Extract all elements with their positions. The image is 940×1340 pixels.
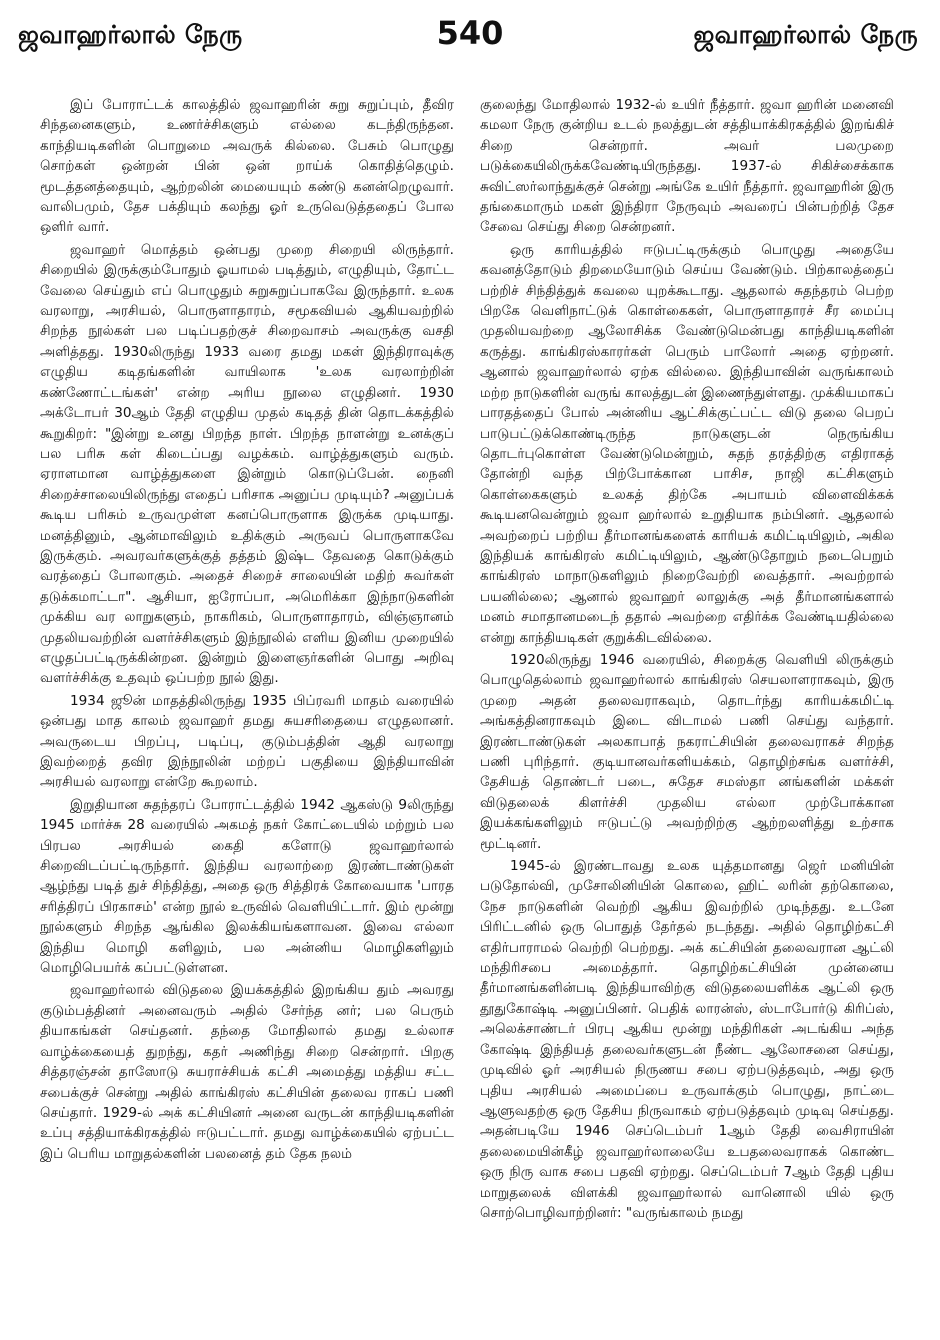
right-column bbox=[480, 95, 894, 1325]
running-title-left: ஜவாஹர்லால் நேரு bbox=[18, 20, 243, 49]
paragraph: இறுதியான சுதந்தரப் போராட்டத்தில் 1942 ஆகஸ்டு 9லிருந்து 1945 மார்ச்சு 28 வரையில் அகமத் நகர் கோட்டையில் மற்றும் பல பிரபல அரசியல் கைதி களோடு ஜவாஹர்லால் சிறைவிடப்பட்டிருந்தார். இந்திய வரலாற்றை இரண்டாண்டுகள் ஆழ்ந்து படித் துச் சிந்தித்து, அதை ஒரு சித்திரக் கோவையாக 'பாரத சரித்திரப் பிரகாசம்' என்ற நூல் உருவில் வெளியிட்டார். இம் மூன்று நூல்களும் சிறந்த ஆங்கில இலக்கியங்களாவன. இவை எல்லா இந்திய மொழி களிலும், பல அன்னிய மொழிகளிலும் மொழிபெயர்க் கப்பட்டுள்ளன. bbox=[40, 796, 454, 977]
paragraph: ஜவாஹர்லால் விடுதலை இயக்கத்தில் இறங்கிய தும் அவரது குடும்பத்தினர் அனைவரும் அதில் சேர்ந்த னர்; பல பெரும் தியாகங்கள் செய்தனர். தந்தை மோதிலால் தமது உல்லாச வாழ்க்கையைத் துறந்து, கதர் அணிந்து சிறை சென்றார். பிறகு சித்தரஞ்சன் தாஸோடு சுயராச்சியக் கட்சி அமைத்து மத்திய சட்ட சபைக்குச் சென்று அதில் காங்கிரஸ் கட்சியின் தலைவ ராகப் பணி செய்தார். 1929-ல் அக் கட்சியினர் அனை வருடன் காந்தியடிகளின் உப்பு சத்தியாக்கிரகத்தில் ஈடுபட்டார். தமது வாழ்க்கையில் ஏற்பட்ட இப் பெரிய மாறுதல்களின் பலனைத் தம் தேக நலம் bbox=[40, 982, 454, 1162]
paragraph: ஒரு காரியத்தில் ஈடுபட்டிருக்கும் பொழுது அதையே கவனத்தோடும் திறமையோடும் செய்ய வேண்டும். பிற்காலத்தைப் பற்றிச் சிந்தித்துக் கவலை யுறக்கூடாது. ஆதலால் சுதந்தரம் பெற்ற பிறகே வெளிநாட்டுக் கொள்கைகள், பொருளாதாரச் சீர மைப்பு முதலியவற்றை ஆலோசிக்க வேண்டுமென்பது காந்தியடிகளின் கருத்து. காங்கிரஸ்காரர்கள் பெரும் பாலோர் அதை ஏற்றனர். ஆனால் ஜவாஹர்லால் ஏற்க வில்லை. இந்தியாவின் வருங்காலம் மற்ற நாடுகளின் வருங் காலத்துடன் இணைந்துள்ளது. முக்கியமாகப் பாரதத்தைப் போல் அன்னிய ஆட்சிக்குட்பட்ட விடு தலை பெறப் பாடுபட்டுக்கொண்டிருந்த நாடுகளுடன் நெருங்கிய தொடர்புகொள்ள வேண்டுமென்றும், சுதந் தரத்திற்கு எதிராகத் தோன்றி வந்த பிற்போக்கான பாசிச, நாஜி கட்சிகளும் கொள்கைகளும் உலகத் திற்கே அபாயம் விளைவிக்கக் கூடியனவென்றும் ஜவா ஹர்லால் உறுதியாக நம்பினர். ஆதலால் அவற்றைப் பற்றிய தீர்மானங்களைக் காரியக் கமிட்டியிலும், அகில இந்தியக் காங்கிரஸ் கமிட்டியிலும், ஆண்டுதோறும் நடைபெறும் காங்கிரஸ் மாநாடுகளிலும் நிறைவேற்றி வைத்தார். அவற்றால் பயனில்லை; ஆனால் ஜவாஹர் லாலுக்கு அத் தீர்மானங்களால் மனம் சமாதானமடைந் ததால் அவற்றை எதிர்க்க வேண்டியதில்லை என்று காந்தியடிகள் குறுக்கிடவில்லை. bbox=[480, 241, 894, 646]
paragraph: இப் போராட்டக் காலத்தில் ஜவாஹரின் சுறு சுறுப்பும், தீவிர சிந்தனைகளும், உணர்ச்சிகளும் எல்லை கடந்திருந்தன. காந்தியடிகளின் பொறுமை அவருக் கில்லை. பேசும் பொழுது சொற்கள் ஒன்றன் பின் ஒன் றாய்க் கொதித்தெழும். மூடத்தனத்தையும், ஆற்றலின் மையையும் கண்டு கனன்றெழுவார். வாலிபமும், தேச பக்தியும் கலந்து ஓர் உருவெடுத்ததைப் போல ஒளிர் வார். bbox=[40, 97, 454, 236]
page-header bbox=[0, 0, 940, 82]
running-title-right: ஜவாஹர்லால் நேரு bbox=[693, 20, 918, 49]
page-number: 540 bbox=[436, 14, 504, 52]
paragraph: 1920லிருந்து 1946 வரையில், சிறைக்கு வெளியி லிருக்கும் பொழுதெல்லாம் ஜவாஹர்லால் காங்கிரஸ் செயலாளராகவும், இரு முறை அதன் தலைவராகவும், தொடர்ந்து காரியக்கமிட்டி அங்கத்தினராகவும் இடை விடாமல் பணி செய்து வந்தார். இரண்டாண்டுகள் அலகாபாத் நகராட்சியின் தலைவராகச் சிறந்த பணி புரிந்தார். குடியானவர்களியக்கம், தொழிற்சங்க வளர்ச்சி, தேசியத் தொண்டர் படை, சுதேச சமஸ்தா னங்களின் மக்கள் விடுதலைக் கிளர்ச்சி முதலிய எல்லா முற்போக்கான இயக்கங்களிலும் ஈடுபட்டு அவற்றிற்கு ஆற்றலளித்து உற்சாக மூட்டினர். bbox=[480, 651, 894, 852]
paragraph: 1934 ஜூன் மாதத்திலிருந்து 1935 பிப்ரவரி மாதம் வரையில் ஒன்பது மாத காலம் ஜவாஹர் தமது சுயசரிதையை எழுதலானர். அவருடைய பிறப்பு, படிப்பு, குடும்பத்தின் ஆதி வரலாறு இவற்றைத் தவிர இந்நூலின் மற்றப் பகுதியை இந்தியாவின் அரசியல் வரலாறு என்றே கூறலாம். bbox=[40, 692, 454, 791]
left-column bbox=[40, 95, 454, 1325]
paragraph: ஜவாஹர் மொத்தம் ஒன்பது முறை சிறையி லிருந்தார். சிறையில் இருக்கும்போதும் ஓயாமல் படித்தும், எழுதியும், தோட்ட வேலை செய்தும் எப் பொழுதும் சுறுசுறுப்பாகவே இருந்தார். உலக வரலாறு, அரசியல், பொருளாதாரம், சமூகவியல் ஆகியவற்றில் சிறந்த நூல்கள் பல படிப்பதற்குச் சிறைவாசம் அவருக்கு வசதி அளித்தது. 1930லிருந்து 1933 வரை தமது மகள் இந்திராவுக்கு எழுதிய கடிதங்களின் வாயிலாக 'உலக வரலாற்றின் கண்ணோட்டங்கள்' என்ற அரிய நூலை எழுதினர். 1930 அக்டோபர் 30ஆம் தேதி எழுதிய முதல் கடிதத் தின் தொடக்கத்தில் கூறுகிறர்: "இன்று உனது பிறந்த நாள். பிறந்த நாளன்று உனக்குப் பல பரிசு கள் கிடைப்பது வழக்கம். வாழ்த்துகளும் வரும். ஏராளமான வாழ்த்துகளை இன்றும் கொடுப்பேன். நைனி சிறைச்சாலையிலிருந்து எதைப் பரிசாக அனுப்ப முடியும்? அனுப்பக் கூடிய பரிசும் உருவமுள்ள கனப்பொருளாக இருக்க முடியாது. மனத்தினும், ஆன்மாவிலும் உதிக்கும் அருவப் பொருளாகவே இருக்கும். அவரவர்களுக்குத் தத்தம் இஷ்ட தேவதை கொடுக்கும் வரத்தைப் போலாகும். அதைச் சிறைச் சாலையின் மதிற் சுவர்கள் தடுக்கமாட்டா". ஆசியா, ஐரோப்பா, அமெரிக்கா இந்நாடுகளின் முக்கிய வர லாறுகளும், நாகரிகம், பொருளாதாரம், விஞ்ஞானம் முதலியவற்றின் வளர்ச்சிகளும் இந்நூலில் எளிய இனிய முறையில் எழுதப்பட்டிருக்கின்றன. இன்றும் இளைஞர்களின் பொது அறிவு வளர்ச்சிக்கு உதவும் ஒப்பற்ற நூல் இது. bbox=[40, 241, 454, 687]
paragraph: குலைந்து மோதிலால் 1932-ல் உயிர் நீத்தார். ஜவா ஹரின் மனைவி கமலா நேரு குன்றிய உடல் நலத்துடன் சத்தியாக்கிரகத்தில் இறங்கிச் சிறை சென்றார். அவர் பலமுறை படுக்கையிலிருக்கவேண்டியிருந்தது. 1937-ல் சிகிச்சைக்காக சுவிட்ஸர்லாந்துக்குச் சென்று அங்கே உயிர் நீத்தார். ஜவாஹரின் இரு தங்கைமாரும் மகள் இந்திரா நேருவும் அவரைப் பின்பற்றித் தேச சேவை செய்து சிறை சென்றனர். bbox=[480, 97, 894, 236]
paragraph: 1945-ல் இரண்டாவது உலக யுத்தமானது ஜெர் மனியின் படுதோல்வி, முசோலினியின் கொலை, ஹிட் லரின் தற்கொலை, நேச நாடுகளின் வெற்றி ஆகிய இவற்றில் முடிந்தது. உடனே பிரிட்டனில் ஒரு பொதுத் தேர்தல் நடந்தது. அதில் தொழிற்கட்சி எதிர்பாராமல் வெற்றி பெற்றது. அக் கட்சியின் தலைவரான ஆட்லி மந்திரிசபை அமைத்தார். தொழிற்கட்சியின் முன்னைய தீர்மானங்களின்படி இந்தியாவிற்கு விடுதலையளிக்க ஆட்லி ஒரு தூதுகோஷ்டி அனுப்பினர். பெதிக் லாரன்ஸ், ஸ்டாபோர்டு கிரிப்ஸ், அலெக்சாண்டர் பிரபு ஆகிய மூன்று மந்திரிகள் அடங்கிய அந்த கோஷ்டி இந்தியத் தலைவர்களுடன் நீண்ட ஆலோசனை செய்து, முடிவில் ஓர் அரசியல் நிருணய சபை ஏற்படுத்தவும், அது ஒரு புதிய அரசியல் அமைப்பை உருவாக்கும் பொழுது, நாட்டை ஆளுவதற்கு ஒரு தேசிய நிருவாகம் ஏற்படுத்தவும் முடிவு செய்தது. அதன்படியே 1946 செப்டெம்பர் 1ஆம் தேதி வைசிராயின் தலைமையின்கீழ் ஜவாஹர்லாலையே உபதலைவராகக் கொண்ட ஒரு நிரு வாக சபை பதவி ஏற்றது. செப்டெம்பர் 7ஆம் தேதி புதிய மாறுதலைக் விளக்கி ஜவாஹர்லால் வானொலி யில் ஒரு சொற்பொழிவாற்றினர்: "வருங்காலம் நமது bbox=[480, 858, 894, 1221]
